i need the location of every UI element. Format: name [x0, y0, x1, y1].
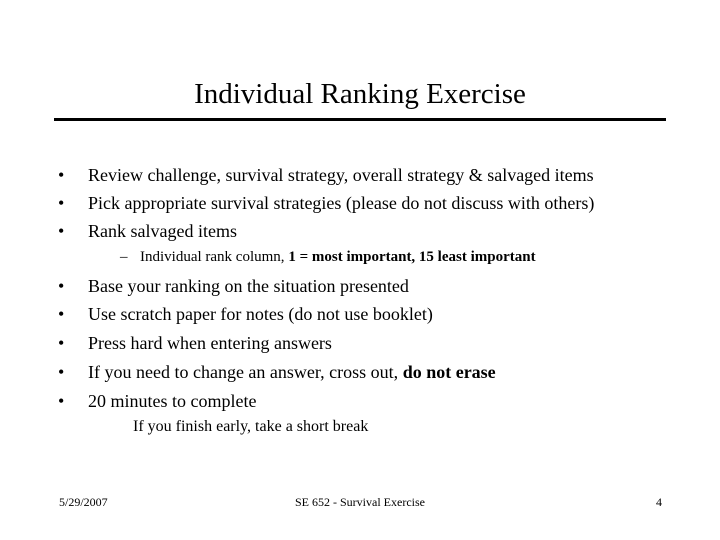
- sub-bullet-text: [140, 246, 536, 268]
- bullet-text-plain: If you need to change an answer, cross out,: [88, 362, 403, 382]
- footer-date: 5/29/2007: [59, 495, 108, 509]
- bullet-text: [88, 273, 409, 299]
- bullet-dot: •: [58, 391, 65, 411]
- sub-bullet-bold: 1 = most important, 15 least important: [288, 249, 536, 265]
- bullet-text: [88, 359, 496, 385]
- bullet-text: Review challenge, survival strategy, overall strategy & salvaged items: [88, 165, 594, 185]
- bullet-text-plain: 20 minutes to complete: [88, 391, 257, 411]
- bullet-text: [88, 301, 433, 327]
- bullet-dot: •: [58, 304, 65, 324]
- bullet-text-plain: Use scratch paper for notes (do not use booklet): [88, 304, 433, 324]
- bullet-text: Rank salvaged items: [88, 221, 237, 241]
- sub-bullet-plain: Individual rank column,: [140, 249, 289, 265]
- finish-early-note: If you finish early, take a short break: [133, 418, 369, 435]
- bullet-text-plain: Base your ranking on the situation presented: [88, 276, 409, 296]
- bullet-dot: •: [58, 276, 65, 296]
- slide-title: Individual Ranking Exercise: [194, 78, 526, 110]
- title-divider: [54, 118, 666, 121]
- bullet-dot: •: [58, 221, 65, 241]
- bullet-text-bold: do not erase: [402, 362, 496, 382]
- sub-bullet-dash: –: [120, 249, 128, 265]
- bullet-dot: •: [58, 165, 65, 185]
- bullet-dot: •: [58, 362, 65, 382]
- bullet-text: [88, 330, 332, 356]
- bullet-text: [88, 388, 256, 414]
- page-number: 4: [656, 495, 662, 509]
- bullet-text: Pick appropriate survival strategies (please do not discuss with others): [88, 193, 595, 213]
- bullet-dot: •: [58, 193, 65, 213]
- footer-title: SE 652 - Survival Exercise: [295, 495, 425, 509]
- bullet-text-plain: Press hard when entering answers: [88, 333, 332, 353]
- bullet-dot: •: [58, 333, 65, 353]
